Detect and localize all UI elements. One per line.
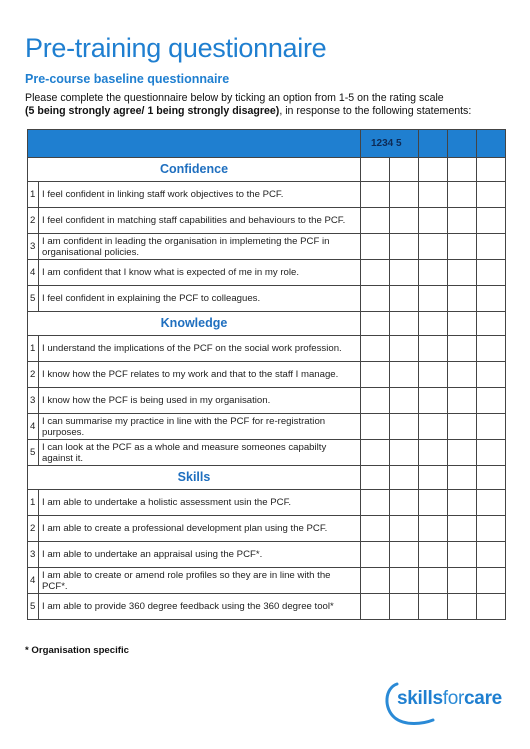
question-row [28,542,506,568]
question-text: I feel confident in matching staff capabilities and behaviours to the PCF. [39,208,361,234]
section-heading: Knowledge [28,312,361,336]
question-number: 1 [28,490,39,516]
question-text: I am able to undertake an appraisal using the PCF*. [39,542,361,568]
rating-cell-5[interactable] [477,594,506,620]
rating-cell-1[interactable] [361,568,390,594]
rating-cell-4[interactable] [448,490,477,516]
question-row [28,362,506,388]
rating-cell-5[interactable] [477,234,506,260]
rating-cell-3[interactable] [419,542,448,568]
question-number: 2 [28,362,39,388]
rating-cell-2[interactable] [390,336,419,362]
rating-cell-3[interactable] [419,440,448,466]
section-blank-cell [361,158,390,182]
rating-scale-header: 1234 5 [361,130,419,158]
question-row [28,388,506,414]
intro-text [25,92,471,118]
rating-cell-5[interactable] [477,414,506,440]
section-blank-cell [477,158,506,182]
question-number: 4 [28,568,39,594]
question-text: I understand the implications of the PCF on the social work profession. [39,336,361,362]
section-row-knowledge [28,312,506,336]
rating-cell-5[interactable] [477,362,506,388]
question-text: I know how the PCF relates to my work and that to the staff I manage. [39,362,361,388]
section-blank-cell [448,466,477,490]
rating-cell-2[interactable] [390,286,419,312]
section-blank-cell [361,312,390,336]
question-row [28,286,506,312]
question-number: 1 [28,182,39,208]
rating-cell-2[interactable] [390,388,419,414]
rating-cell-3[interactable] [419,260,448,286]
rating-cell-3[interactable] [419,414,448,440]
rating-cell-1[interactable] [361,182,390,208]
rating-cell-1[interactable] [361,286,390,312]
rating-cell-3[interactable] [419,594,448,620]
question-text: I feel confident in explaining the PCF to colleagues. [39,286,361,312]
question-text: I am confident that I know what is expected of me in my role. [39,260,361,286]
section-blank-cell [419,466,448,490]
rating-cell-4[interactable] [448,516,477,542]
rating-cell-4[interactable] [448,594,477,620]
skills-for-care-logo [383,678,518,726]
question-text: I feel confident in linking staff work objectives to the PCF. [39,182,361,208]
rating-cell-1[interactable] [361,490,390,516]
question-row [28,516,506,542]
footnote: * Organisation specific [25,645,129,656]
rating-cell-4[interactable] [448,542,477,568]
question-number: 4 [28,414,39,440]
rating-cell-4[interactable] [448,234,477,260]
rating-cell-4[interactable] [448,208,477,234]
section-blank-cell [390,466,419,490]
question-number: 5 [28,440,39,466]
rating-cell-5[interactable] [477,440,506,466]
rating-cell-5[interactable] [477,516,506,542]
question-row [28,182,506,208]
section-heading: Skills [28,466,361,490]
rating-cell-1[interactable] [361,260,390,286]
question-row [28,490,506,516]
section-blank-cell [361,466,390,490]
question-row [28,208,506,234]
rating-cell-2[interactable] [390,362,419,388]
rating-cell-2[interactable] [390,208,419,234]
question-text: I can look at the PCF as a whole and measure someones capabilty against it. [39,440,361,466]
rating-cell-3[interactable] [419,490,448,516]
rating-cell-3[interactable] [419,286,448,312]
question-number: 5 [28,594,39,620]
rating-cell-2[interactable] [390,594,419,620]
question-text: I am able to create or amend role profiles so they are in line with the PCF*. [39,568,361,594]
question-number: 2 [28,208,39,234]
rating-cell-3[interactable] [419,234,448,260]
rating-cell-2[interactable] [390,414,419,440]
question-row [28,594,506,620]
rating-cell-2[interactable] [390,260,419,286]
question-number: 1 [28,336,39,362]
rating-cell-1[interactable] [361,388,390,414]
rating-cell-5[interactable] [477,182,506,208]
rating-cell-5[interactable] [477,260,506,286]
rating-cell-5[interactable] [477,286,506,312]
rating-cell-2[interactable] [390,542,419,568]
rating-cell-2[interactable] [390,234,419,260]
section-blank-cell [448,158,477,182]
rating-cell-5[interactable] [477,388,506,414]
question-row [28,440,506,466]
rating-cell-2[interactable] [390,516,419,542]
section-row-confidence [28,158,506,182]
rating-cell-4[interactable] [448,440,477,466]
rating-cell-1[interactable] [361,336,390,362]
rating-cell-3[interactable] [419,182,448,208]
logo-text-skills: skills [397,688,443,709]
rating-cell-3[interactable] [419,388,448,414]
question-row [28,260,506,286]
section-blank-cell [419,158,448,182]
question-text: I know how the PCF is being used in my organisation. [39,388,361,414]
header-cell [448,130,477,158]
question-row [28,568,506,594]
rating-cell-3[interactable] [419,362,448,388]
rating-cell-1[interactable] [361,594,390,620]
question-row [28,234,506,260]
rating-cell-2[interactable] [390,568,419,594]
question-number: 3 [28,542,39,568]
section-blank-cell [477,466,506,490]
page-subtitle: Pre-course baseline questionnaire [25,72,230,86]
header-cell [477,130,506,158]
section-blank-cell [419,312,448,336]
question-number: 4 [28,260,39,286]
header-blank-cell [28,130,361,158]
logo-text-care: care [464,688,502,709]
rating-cell-5[interactable] [477,208,506,234]
rating-cell-4[interactable] [448,388,477,414]
rating-cell-3[interactable] [419,336,448,362]
section-blank-cell [390,312,419,336]
rating-cell-4[interactable] [448,260,477,286]
rating-cell-3[interactable] [419,208,448,234]
questionnaire-table [27,129,506,620]
question-text: I am confident in leading the organisation in implemeting the PCF in organisational policies. [39,234,361,260]
header-cell [419,130,448,158]
rating-cell-5[interactable] [477,542,506,568]
intro-line-2 [25,105,471,118]
section-blank-cell [477,312,506,336]
rating-cell-1[interactable] [361,414,390,440]
section-row-skills [28,466,506,490]
question-number: 3 [28,234,39,260]
rating-cell-4[interactable] [448,362,477,388]
rating-cell-5[interactable] [477,336,506,362]
rating-cell-2[interactable] [390,440,419,466]
rating-header-row [28,130,506,158]
page-title: Pre-training questionnaire [25,33,327,63]
question-text: I am able to undertake a holistic assessment usin the PCF. [39,490,361,516]
section-blank-cell [448,312,477,336]
question-row [28,336,506,362]
rating-cell-5[interactable] [477,490,506,516]
question-number: 5 [28,286,39,312]
rating-cell-1[interactable] [361,516,390,542]
rating-cell-1[interactable] [361,542,390,568]
question-row [28,414,506,440]
logo-wordmark [397,688,502,710]
rating-cell-4[interactable] [448,568,477,594]
rating-cell-4[interactable] [448,336,477,362]
section-heading: Confidence [28,158,361,182]
rating-cell-3[interactable] [419,568,448,594]
rating-cell-4[interactable] [448,414,477,440]
rating-cell-5[interactable] [477,568,506,594]
rating-cell-4[interactable] [448,182,477,208]
question-number: 2 [28,516,39,542]
questionnaire-body [28,130,506,620]
rating-cell-2[interactable] [390,182,419,208]
question-text: I can summarise my practice in line with the PCF for re-registration purposes. [39,414,361,440]
intro-line-2-bold: (5 being strongly agree/ 1 being strongly disagree) [25,105,280,117]
section-blank-cell [390,158,419,182]
rating-cell-1[interactable] [361,234,390,260]
rating-cell-4[interactable] [448,286,477,312]
rating-cell-3[interactable] [419,516,448,542]
intro-line-2-rest: , in response to the following statements: [279,105,472,117]
logo-text-for: for [442,688,465,709]
question-text: I am able to provide 360 degree feedback using the 360 degree tool* [39,594,361,620]
rating-cell-2[interactable] [390,490,419,516]
question-number: 3 [28,388,39,414]
question-text: I am able to create a professional development plan using the PCF. [39,516,361,542]
rating-cell-1[interactable] [361,208,390,234]
rating-cell-1[interactable] [361,440,390,466]
rating-cell-1[interactable] [361,362,390,388]
intro-line-1: Please complete the questionnaire below by ticking an option from 1-5 on the rating scale [25,92,444,104]
